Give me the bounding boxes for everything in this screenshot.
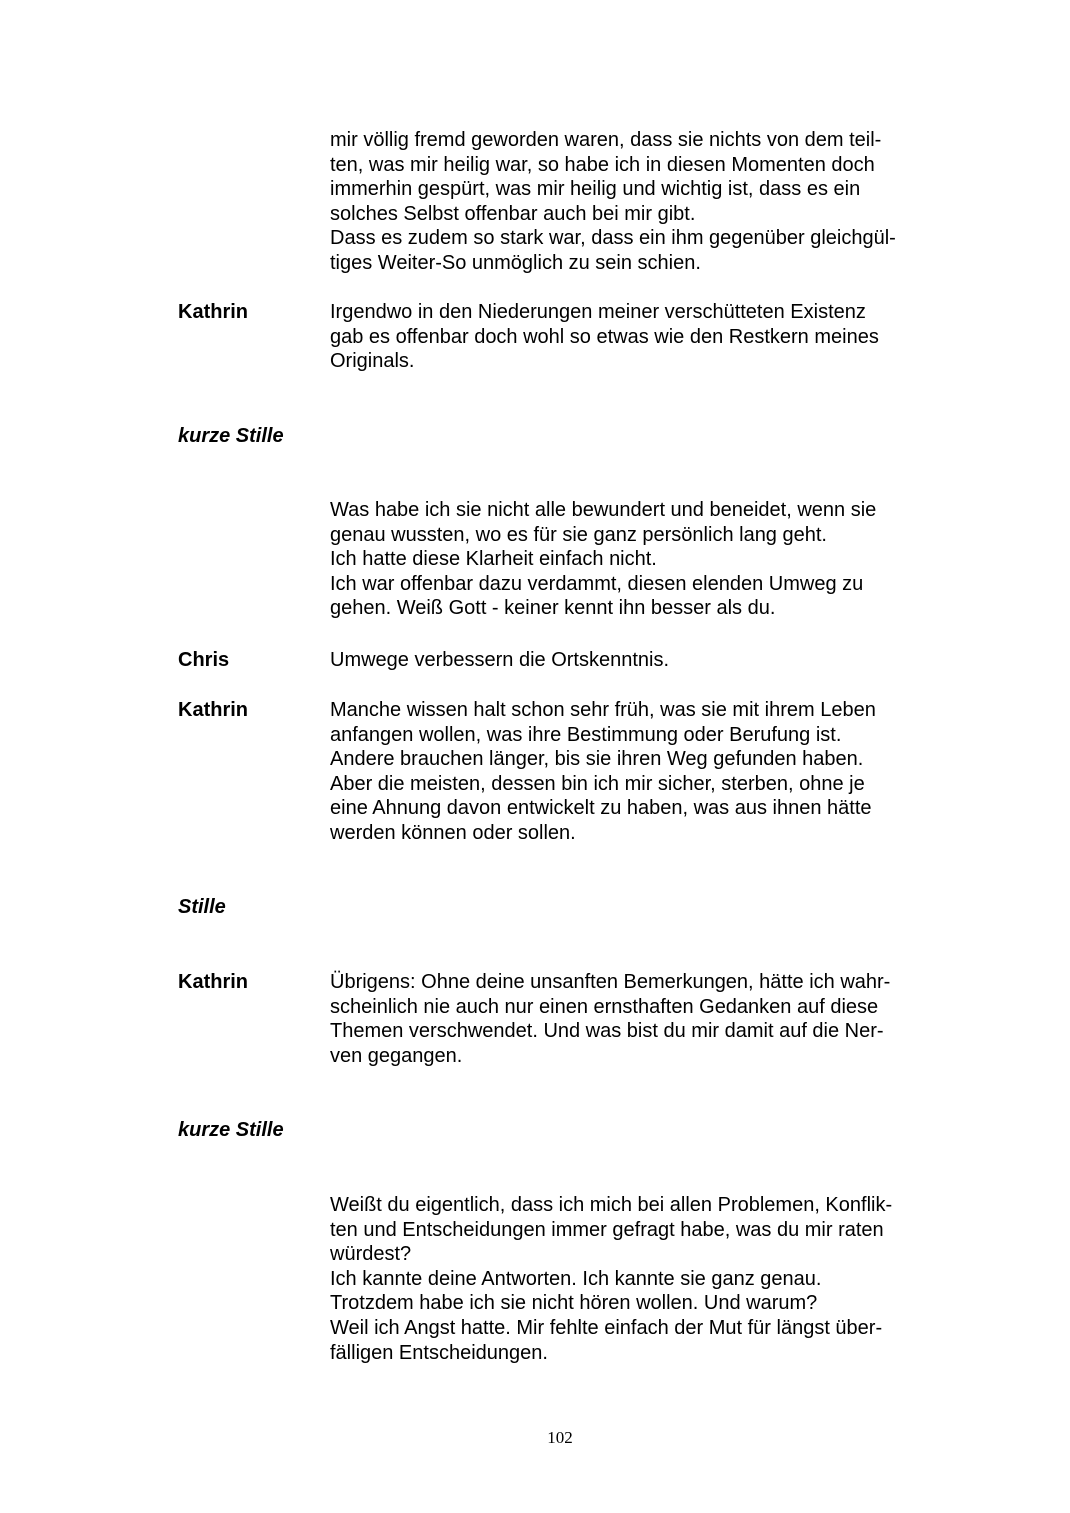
stage-direction: kurze Stille xyxy=(178,425,284,447)
dialogue-text xyxy=(330,698,960,846)
text-line: werden können oder sollen. xyxy=(330,821,576,844)
text-line: solches Selbst offenbar auch bei mir gibt. xyxy=(330,202,696,225)
text-line: Weil ich Angst hatte. Mir fehlte einfach der Mut für längst über- xyxy=(330,1316,883,1339)
text-line: mir völlig fremd geworden waren, dass sie nichts von dem teil- xyxy=(330,129,882,151)
text-line: Irgendwo in den Niederungen meiner verschütteten Existenz xyxy=(330,301,866,323)
dialogue-text xyxy=(330,498,960,621)
text-line: anfangen wollen, was ihre Bestimmung oder Berufung ist. xyxy=(330,723,842,746)
text-line: Aber die meisten, dessen bin ich mir sicher, sterben, ohne je xyxy=(330,772,865,795)
text-line: Originals. xyxy=(330,350,415,373)
dialogue-text xyxy=(330,1193,960,1365)
text-line: eine Ahnung davon entwickelt zu haben, was aus ihnen hätte xyxy=(330,797,872,820)
text-line: Trotzdem habe ich sie nicht hören wollen. Und warum? xyxy=(330,1292,818,1315)
speaker-name: Kathrin xyxy=(178,699,248,721)
text-line: ten, was mir heilig war, so habe ich in diesen Momenten doch xyxy=(330,153,875,176)
text-line: Ich kannte deine Antworten. Ich kannte sie ganz genau. xyxy=(330,1267,822,1290)
text-line: fälligen Entscheidungen. xyxy=(330,1341,548,1364)
text-line: gab es offenbar doch wohl so etwas wie den Restkern meines xyxy=(330,325,879,348)
text-line: würdest? xyxy=(330,1243,412,1266)
text-line: Umwege verbessern die Ortskenntnis. xyxy=(330,649,670,671)
text-line: ven gegangen. xyxy=(330,1044,463,1067)
text-line: ten und Entscheidungen immer gefragt habe, was du mir raten xyxy=(330,1218,884,1241)
speaker-name: Kathrin xyxy=(178,301,248,323)
page-number: 102 xyxy=(547,1428,573,1447)
text-line: immerhin gespürt, was mir heilig und wichtig ist, dass es ein xyxy=(330,178,861,201)
text-line: genau wussten, wo es für sie ganz persönlich lang geht. xyxy=(330,523,827,546)
stage-direction: Stille xyxy=(178,896,226,918)
speaker-name: Kathrin xyxy=(178,971,248,993)
dialogue-text xyxy=(330,970,960,1068)
dialogue-text xyxy=(330,648,960,673)
text-line: Themen verschwendet. Und was bist du mir damit auf die Ner- xyxy=(330,1020,884,1043)
stage-direction: kurze Stille xyxy=(178,1119,284,1141)
text-line: tiges Weiter-So unmöglich zu sein schien. xyxy=(330,251,701,274)
text-line: Was habe ich sie nicht alle bewundert und beneidet, wenn sie xyxy=(330,499,877,521)
text-line: scheinlich nie auch nur einen ernsthaften Gedanken auf diese xyxy=(330,995,879,1018)
text-line: Manche wissen halt schon sehr früh, was sie mit ihrem Leben xyxy=(330,699,876,721)
dialogue-text xyxy=(330,300,960,374)
text-line: Ich war offenbar dazu verdammt, diesen elenden Umweg zu xyxy=(330,572,864,595)
text-line: gehen. Weiß Gott - keiner kennt ihn besser als du. xyxy=(330,597,776,620)
text-line: Ich hatte diese Klarheit einfach nicht. xyxy=(330,548,657,571)
text-line: Dass es zudem so stark war, dass ein ihm gegenüber gleichgül- xyxy=(330,227,896,250)
text-line: Weißt du eigentlich, dass ich mich bei allen Problemen, Konflik- xyxy=(330,1194,893,1216)
speaker-name: Chris xyxy=(178,649,230,671)
text-line: Übrigens: Ohne deine unsanften Bemerkungen, hätte ich wahr- xyxy=(330,971,891,993)
dialogue-text xyxy=(330,128,960,276)
text-line: Andere brauchen länger, bis sie ihren Weg gefunden haben. xyxy=(330,748,864,771)
